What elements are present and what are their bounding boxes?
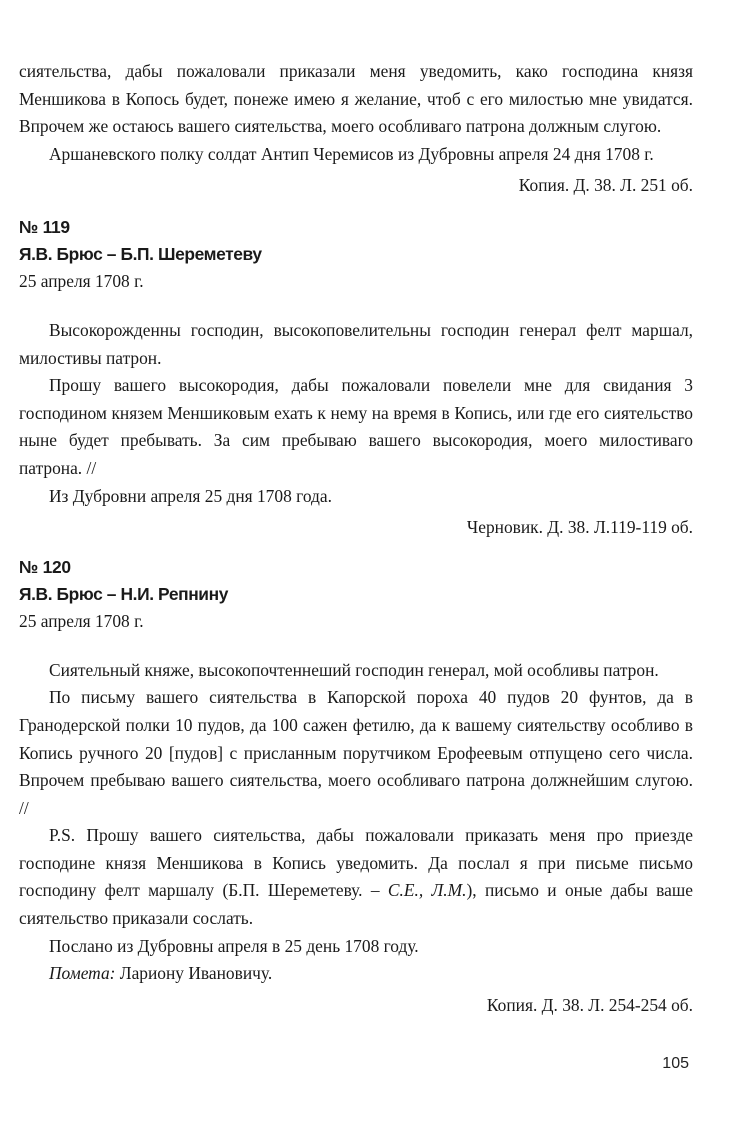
doc-120-place-date: Послано из Дубровны апреля в 25 день 1708 году. [49, 935, 419, 956]
doc-119-number: № 119 [19, 216, 70, 237]
doc-119-title: Я.В. Брюс – Б.П. Шереметеву [19, 243, 262, 264]
doc-119-body: Прошу вашего высокородия, дабы пожаловали повелели мне для свидания 3 господином князем Меншиковым ехать к нему на время в Копись, или где его сиятельство ныне будет пребывать. За сим пребываю вашего высокородия, моего милостиваго патрона. // [19, 375, 693, 478]
doc-120-ps-end: письмо и оные дабы ваше сиятельство приказали сослать. [19, 880, 693, 929]
intro-source: Копия. Д. 38. Л. 251 об. [518, 175, 693, 196]
doc-120-date: 25 апреля 1708 г. [19, 610, 144, 631]
intro-signature: Аршаневского полку солдат Антип Черемисов из Дубровны апреля 24 дня 1708 г. [49, 143, 654, 164]
doc-120-title: Я.В. Брюс – Н.И. Репнину [19, 583, 228, 604]
doc-120-ps-tail: ), [466, 880, 477, 901]
doc-120-postscript [19, 822, 693, 932]
page-number: 105 [662, 1055, 689, 1072]
doc-120-body: По письму вашего сиятельства в Капорской пороха 40 пудов 20 фунтов, да в Гранодерской полки 10 пудов, да 100 сажен фетилю, да к вашему сиятельству особливо в Копись ручного 20 [пудов] с присланным порутчиком Ерофеевым отпущено сего числа. Впрочем пребываю вашего сиятельства, моего особливаго патрона должнейшим слугою. // [19, 687, 693, 818]
intro-text: сиятельства, дабы пожаловали приказали меня уведомить, како господина князя Меншикова в Копось будет, понеже имею я желание, чтоб с его милостью мне увидатся. Впрочем же остаюсь вашего сиятельства, моего особливаго патрона должным слугою. [19, 61, 693, 137]
doc-120-note-label: Помета: [49, 963, 116, 984]
document-page [19, 58, 693, 1019]
doc-120-salutation: Сиятельный княже, высокопочтеннеший господин генерал, мой особливы патрон. [49, 659, 659, 680]
doc-119-source: Черновик. Д. 38. Л.119-119 об. [466, 517, 693, 538]
doc-120-note-text: Лариону Ивановичу. [115, 963, 273, 984]
doc-119-date: 25 апреля 1708 г. [19, 270, 144, 291]
doc-120-ps-text: P.S. Прошу вашего сиятельства, дабы пожаловали приказать меня про приезде господине князя Меншикова в Копись уведомить. Да послал я при письме письмо господину фелт маршалу (Б.П. Шереметеву. – [19, 825, 693, 901]
doc-120-note [19, 960, 693, 988]
doc-120-source: Копия. Д. 38. Л. 254-254 об. [486, 994, 693, 1015]
doc-120-number: № 120 [19, 556, 71, 577]
doc-119-place-date: Из Дубровни апреля 25 дня 1708 года. [49, 485, 332, 506]
doc-119-salutation: Высокорожденны господин, высокоповелительны господин генерал фелт маршал, милостивы патрон. [19, 319, 693, 368]
doc-120-ps-editors: С.Е., Л.М. [387, 880, 467, 901]
